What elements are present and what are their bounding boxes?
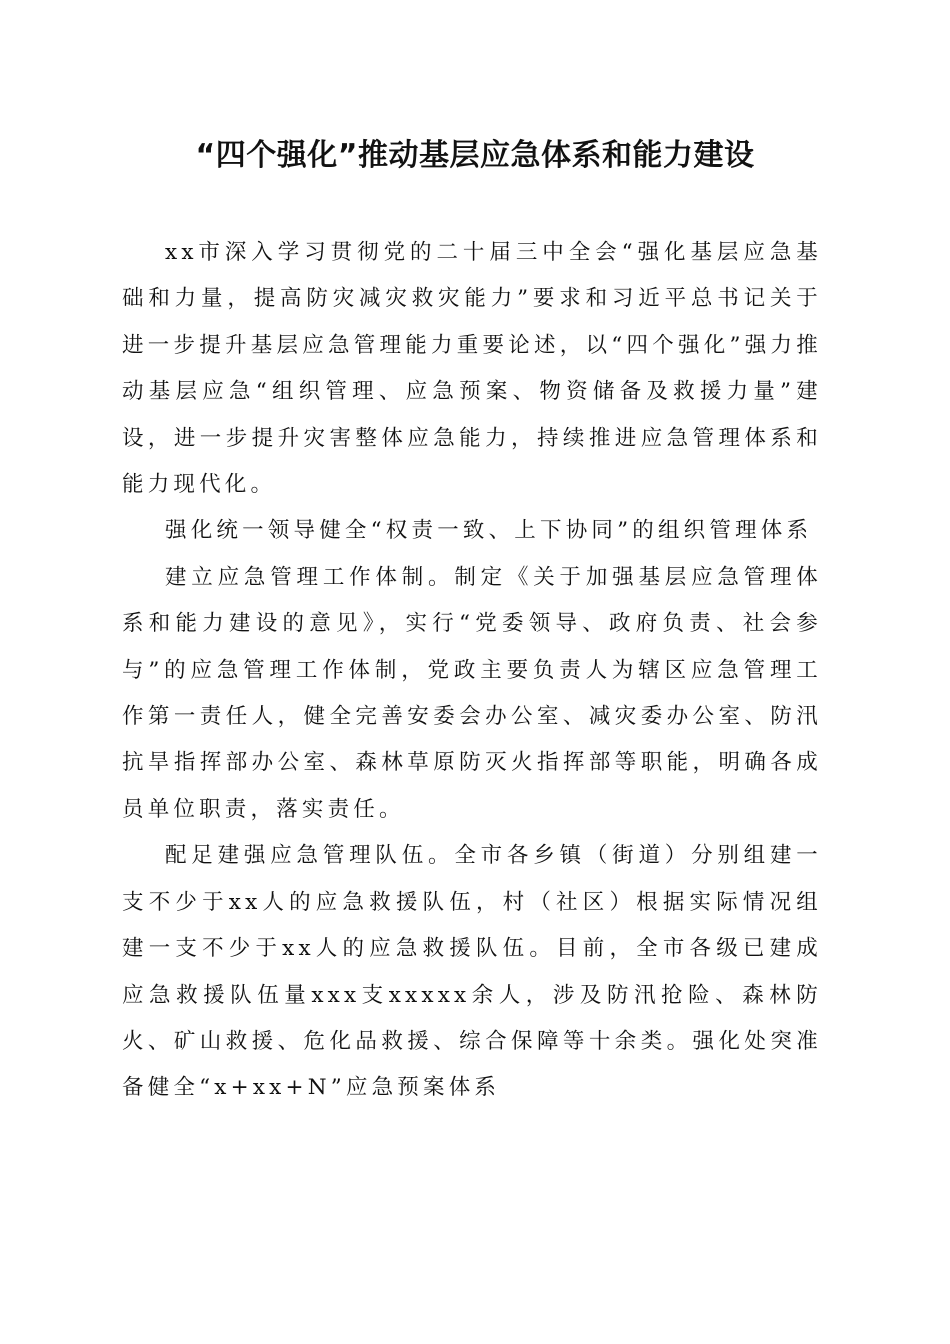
paragraph-intro: xx市深入学习贯彻党的二十届三中全会“强化基层应急基础和力量，提高防灾减灾救灾能力”要求和习近平总书记关于进一步提升基层应急管理能力重要论述，以“四个强化”强力推动基层应急“组织管理、应急预案、物资储备及救援力量”建设，进一步提升灾害整体应急能力，持续推进应急管理体系和能力现代化。 — [122, 240, 822, 498]
paragraph-section-heading: 强化统一领导健全“权责一致、上下协同”的组织管理体系 — [165, 518, 813, 544]
paragraph-rescue-team: 配足建强应急管理队伍。全市各乡镇（街道）分别组建一支不少于xx人的应急救援队伍，村（社区）根据实际情况组建一支不少于xx人的应急救援队伍。目前，全市各级已建成应急救援队伍量xxx支xxxxx余人，涉及防汛抢险、森林防火、矿山救援、危化品救援、综合保障等十余类。强化处突准备健全“x+xx+N”应急预案体系 — [122, 843, 822, 1101]
document-body — [122, 230, 822, 1112]
paragraph-work-system: 建立应急管理工作体制。制定《关于加强基层应急管理体系和能力建设的意见》，实行“党委领导、政府负责、社会参与”的应急管理工作体制，党政主要负责人为辖区应急管理工作第一责任人，健全完善安委会办公室、减灾委办公室、防汛抗旱指挥部办公室、森林草原防灭火指挥部等职能，明确各成员单位职责，落实责任。 — [122, 564, 822, 822]
document-title: “四个强化”推动基层应急体系和能力建设 — [195, 138, 755, 173]
